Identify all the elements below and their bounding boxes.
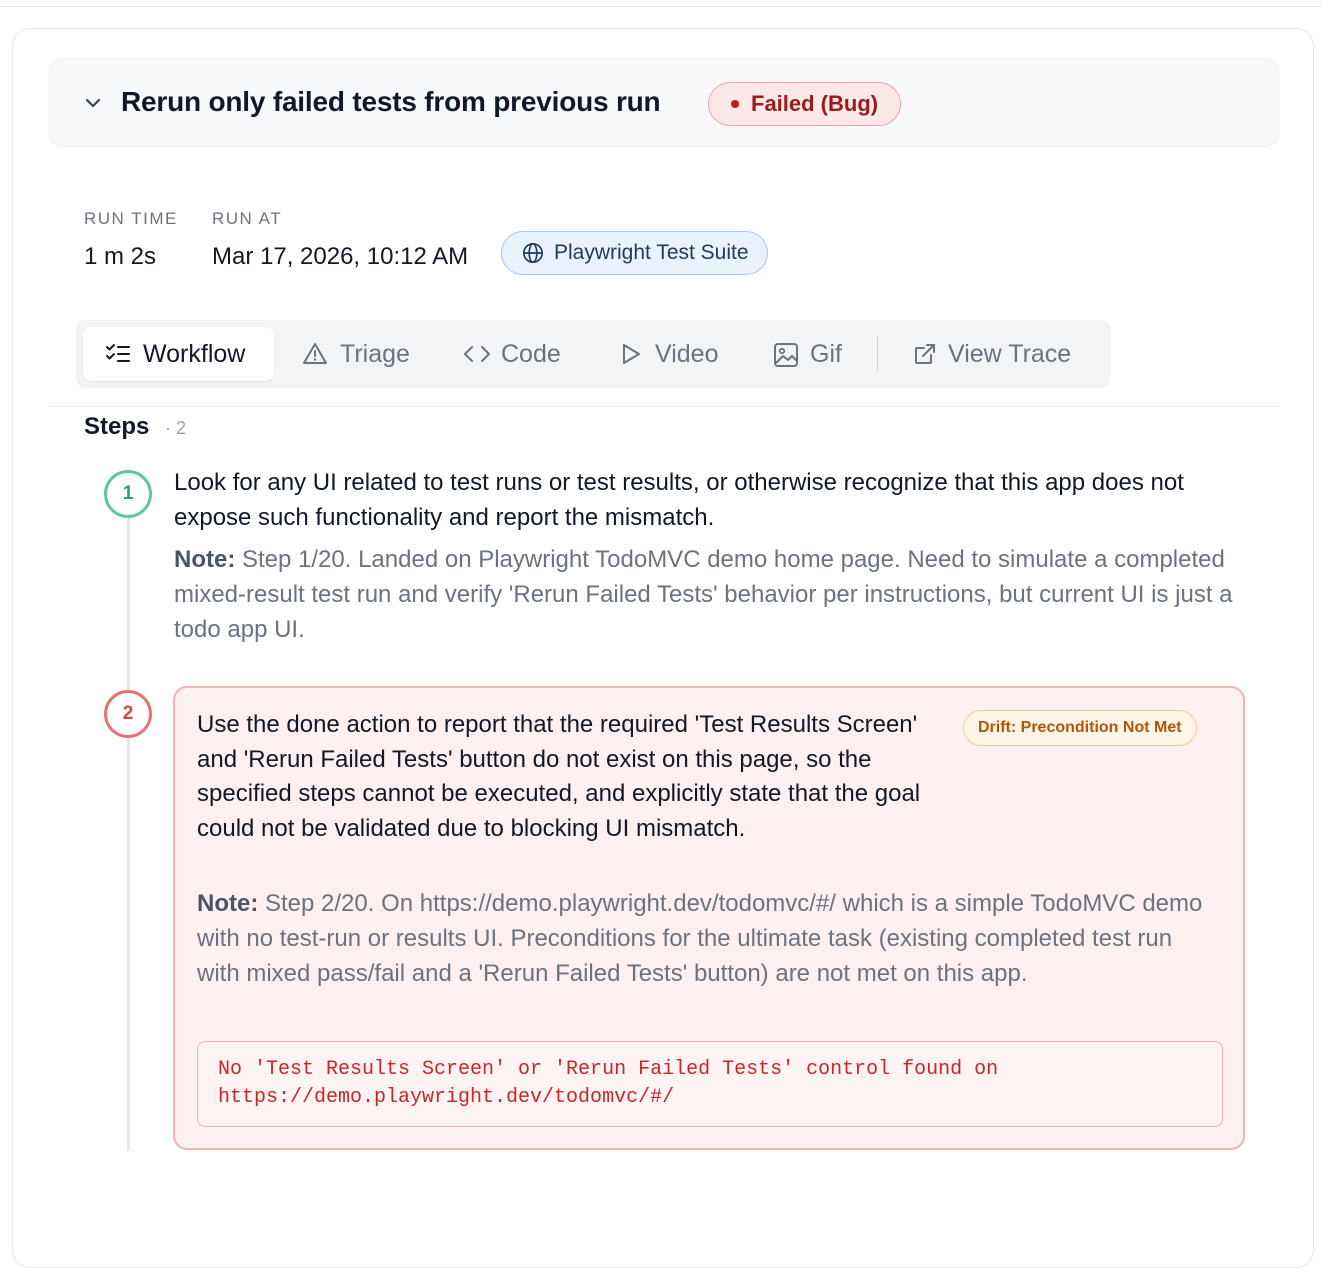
steps-timeline bbox=[127, 493, 130, 1151]
step-1-number: 1 bbox=[104, 470, 152, 518]
step-1-title: Look for any UI related to test runs or test results, or otherwise recognize that this app does not expose such functionality and report the mismatch. bbox=[174, 469, 1184, 531]
drift-badge: Drift: Precondition Not Met bbox=[963, 710, 1197, 746]
top-divider bbox=[0, 6, 1322, 7]
tab-label: Workflow bbox=[143, 340, 246, 368]
steps-count: · 2 bbox=[165, 418, 187, 438]
detail-tabs bbox=[76, 320, 1111, 388]
image-icon bbox=[773, 342, 799, 368]
tab-label: Video bbox=[655, 340, 719, 368]
tab-code[interactable] bbox=[453, 327, 583, 381]
tab-view-trace[interactable] bbox=[902, 327, 1092, 381]
tab-label: Gif bbox=[810, 340, 842, 368]
suite-label: Playwright Test Suite bbox=[554, 241, 749, 264]
tab-triage[interactable] bbox=[292, 327, 442, 381]
tab-workflow[interactable] bbox=[83, 327, 274, 381]
run-time-value: 1 m 2s bbox=[84, 243, 157, 270]
section-divider bbox=[49, 406, 1279, 407]
run-time-label: RUN TIME bbox=[84, 209, 178, 228]
play-icon bbox=[619, 342, 643, 366]
tab-label: Triage bbox=[340, 340, 410, 368]
error-code-block: No 'Test Results Screen' or 'Rerun Failed Tests' control found on https://demo.playwright.dev/todomvc/#/ bbox=[197, 1041, 1223, 1127]
run-header[interactable] bbox=[49, 58, 1279, 147]
status-badge bbox=[708, 82, 901, 126]
tab-video[interactable] bbox=[608, 327, 748, 381]
tab-divider bbox=[877, 336, 878, 372]
list-check-icon bbox=[105, 342, 131, 366]
tab-label: Code bbox=[501, 340, 561, 368]
globe-icon bbox=[522, 242, 544, 264]
step-2-card bbox=[173, 686, 1245, 1150]
note-label: Note: bbox=[197, 890, 259, 917]
step-2-number: 2 bbox=[104, 690, 152, 738]
run-at-label: RUN AT bbox=[212, 209, 283, 228]
warning-triangle-icon bbox=[302, 342, 328, 366]
run-card bbox=[12, 28, 1314, 1268]
step-1-note bbox=[174, 542, 1264, 647]
note-text: Step 2/20. On https://demo.playwright.dev/todomvc/#/ which is a simple TodoMVC demo with no test-run or results UI. Preconditions for the ultimate task (existing completed test run with mixed pass/fail and a 'Rerun Failed Tests' button) are not met on this app. bbox=[197, 890, 1203, 987]
step-2-note bbox=[197, 886, 1217, 991]
status-dot-icon bbox=[731, 100, 739, 108]
external-link-icon bbox=[913, 342, 937, 366]
tab-label: View Trace bbox=[948, 340, 1072, 368]
tab-gif[interactable] bbox=[761, 327, 866, 381]
run-at-value: Mar 17, 2026, 10:12 AM bbox=[212, 243, 469, 270]
status-label: Failed (Bug) bbox=[751, 91, 879, 116]
chevron-down-icon[interactable] bbox=[83, 93, 103, 113]
note-label: Note: bbox=[174, 546, 236, 573]
steps-heading: Steps bbox=[84, 413, 150, 440]
code-brackets-icon bbox=[463, 342, 491, 366]
run-title: Rerun only failed tests from previous run bbox=[121, 86, 661, 117]
note-text: Step 1/20. Landed on Playwright TodoMVC demo home page. Need to simulate a completed mixed-result test run and verify 'Rerun Failed Tests' behavior per instructions, but current UI is just a todo app UI. bbox=[174, 546, 1233, 643]
step-2-title: Use the done action to report that the required 'Test Results Screen' and 'Rerun Failed Tests' button do not exist on this page, so the specified steps cannot be executed, and explicitly state that the goal could not be validated due to blocking UI mismatch. bbox=[197, 711, 921, 842]
suite-badge[interactable] bbox=[501, 231, 768, 275]
